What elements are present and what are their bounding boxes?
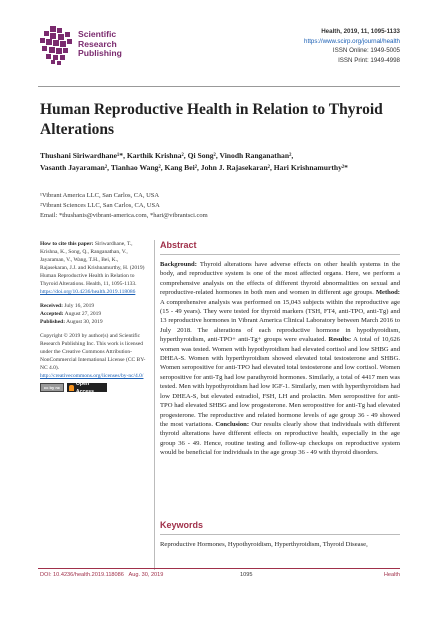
background-label: Background: xyxy=(160,261,197,268)
accepted-value: August 27, 2019 xyxy=(64,311,102,317)
conclusion-text: Our results clearly show that individuals with different thyroid alterations have different effects on reproductive health, especially in the age group 36 - 49. Hence, routine testing and follow-up checkups on reproductive system would be beneficial for individuals in the age group 36 - 49 with thyroid disorders. xyxy=(160,420,400,457)
copyright-text: Copyright © 2019 by author(s) and Scientific Research Publishing Inc. This work is licensed under the Creative Commons Attribution-NonCommercial International License (CC BY-NC 4.0). xyxy=(40,333,146,371)
page-number: 1095 xyxy=(240,572,253,578)
journal-url-link[interactable]: https://www.scirp.org/journal/health xyxy=(304,37,400,45)
citation-block xyxy=(40,240,146,296)
background-text: Thyroid alterations have adverse effects on other health systems in the body, and reproductive system is one of the most affected organs. Here, we perform a comprehensive analysis on the effects of different thyroid abnormalities on sexual and reproductive-related hormones in both men and women in different age groups. xyxy=(160,261,401,297)
header-divider xyxy=(38,86,400,87)
author-list xyxy=(40,150,400,173)
paper-title: Human Reproductive Health in Relation to Thyroid Alterations xyxy=(40,101,383,138)
license-link[interactable]: http://creativecommons.org/licenses/by-nc/4.0/ xyxy=(40,373,144,379)
footer-doi-date xyxy=(40,572,163,578)
citation-label: How to cite this paper: xyxy=(40,241,94,247)
published-label: Published: xyxy=(40,319,66,325)
abstract-heading: Abstract xyxy=(160,240,400,255)
accepted-label: Accepted: xyxy=(40,311,64,317)
affiliations xyxy=(40,191,400,211)
publisher-name xyxy=(78,30,122,59)
dates-block xyxy=(40,302,146,326)
issn-online: ISSN Online: 1949-5005 xyxy=(332,47,400,55)
keywords-section xyxy=(160,520,400,549)
article-info-sidebar xyxy=(40,240,146,398)
footer-date: Aug. 30, 2019 xyxy=(128,572,164,578)
received-date xyxy=(40,302,146,310)
scirp-logo-icon xyxy=(38,26,74,66)
cc-license-icon[interactable]: cc by nc xyxy=(40,383,64,392)
footer-doi[interactable]: DOI: 10.4236/health.2019.118086 xyxy=(40,572,124,578)
footer-journal-name: Health xyxy=(383,572,400,578)
journal-info xyxy=(304,27,400,65)
results-label: Results: xyxy=(328,336,352,344)
received-label: Received: xyxy=(40,303,63,309)
corresponding-email[interactable]: Email: *thushanis@vibrant-america.com, *hari@vibrantsci.com xyxy=(40,212,208,219)
publisher-name-line: Research xyxy=(78,38,117,49)
column-divider xyxy=(154,240,155,570)
author-line: Thushani Siriwardhane¹*, Karthik Krishna², Qi Song², Vinodh Ranganathan², xyxy=(40,151,294,160)
citation-text: Siriwardhane, T., Krishna, K., Song, Q., Ranganathan, V., Jayaraman, V., Wang, T.H., Bei, K., Rajasekaran, J.J. and Krishnamurthy, H. (2019) Human Reproductive Health in Relation to Thyroid Alterations. Health, 11, 1095-1133. xyxy=(40,241,145,287)
published-date xyxy=(40,318,146,326)
affiliation-item: ²Vibrant Sciences LLC, San Carlos, CA, USA xyxy=(40,202,160,209)
conclusion-label: Conclusion: xyxy=(215,420,250,428)
page-header xyxy=(0,0,440,86)
method-label: Method: xyxy=(375,289,400,297)
abstract-body xyxy=(160,260,400,458)
publisher-name-line: Scientific xyxy=(78,29,117,39)
published-value: August 30, 2019 xyxy=(66,319,103,325)
open-access-label: Open Access xyxy=(75,380,95,395)
abstract-section xyxy=(160,240,400,458)
accepted-date xyxy=(40,310,146,318)
affiliation-item: ¹Vibrant America LLC, San Carlos, CA, USA xyxy=(40,192,160,199)
method-text: A comprehensive analysis was performed on 15,043 subjects within the reproductive age (15 - 49 years). They were tested for thyroid markers (TSH, FT4, anti-TPO, anti-Tg) and 13 reproductive hormones in Vibrant America Clinical Laboratory between March 2016 to July 2018. The alterations of each reproductive hormone in hypothyroidism, hyperthyroidism, anti-TPO+ anti-Tg+ groups were evaluated. xyxy=(160,298,400,344)
publisher-logo[interactable] xyxy=(38,26,158,70)
keywords-heading: Keywords xyxy=(160,520,400,535)
author-line: Vasanth Jayaraman², Tianhao Wang², Kang Bei², John J. Rajasekaran², Hari Krishnamurthy²* xyxy=(40,162,348,172)
citation-doi-link[interactable]: https://doi.org/10.4236/health.2019.118086 xyxy=(40,289,136,295)
open-lock-icon xyxy=(69,385,74,391)
received-value: July 16, 2019 xyxy=(64,303,95,309)
publisher-name-line: Publishing xyxy=(78,48,122,59)
license-badges xyxy=(40,380,146,395)
copyright-block xyxy=(40,332,146,395)
keywords-text: Reproductive Hormones, Hypothyroidism, Hyperthyroidism, Thyroid Disease, xyxy=(160,541,368,548)
open-access-badge[interactable] xyxy=(67,380,107,395)
journal-reference: Health, 2019, 11, 1095-1133 xyxy=(321,28,400,35)
footer-divider xyxy=(38,568,400,569)
results-text: A total of 10,626 women was tested. Women with hypothyroidism had elevated cortisol and low SHBG and DHEA-S. Women with hyperthyroidism showed elevated total testosterone and SHBG. Women seropositive for anti-TPO had elevated total testosterone and low cortisol. Women seropositive for anti-Tg had low parathyroid hormones. Similarly, a total of 4417 men was tested. Men with hypothyroidism had low IGF-1. Similarly, men with hyperthyroidism had low DHEA-S, but elevated estradiol, FSH, LH and prolactin. Men seropositive for anti-TPO had elevated SHBG and low progesterone. Men seropositive for anti-Tg had elevated progesterone. The reproductive and related hormone levels of age group 36 - 49 showed the most variations. xyxy=(160,336,400,428)
issn-print: ISSN Print: 1949-4998 xyxy=(338,56,400,64)
